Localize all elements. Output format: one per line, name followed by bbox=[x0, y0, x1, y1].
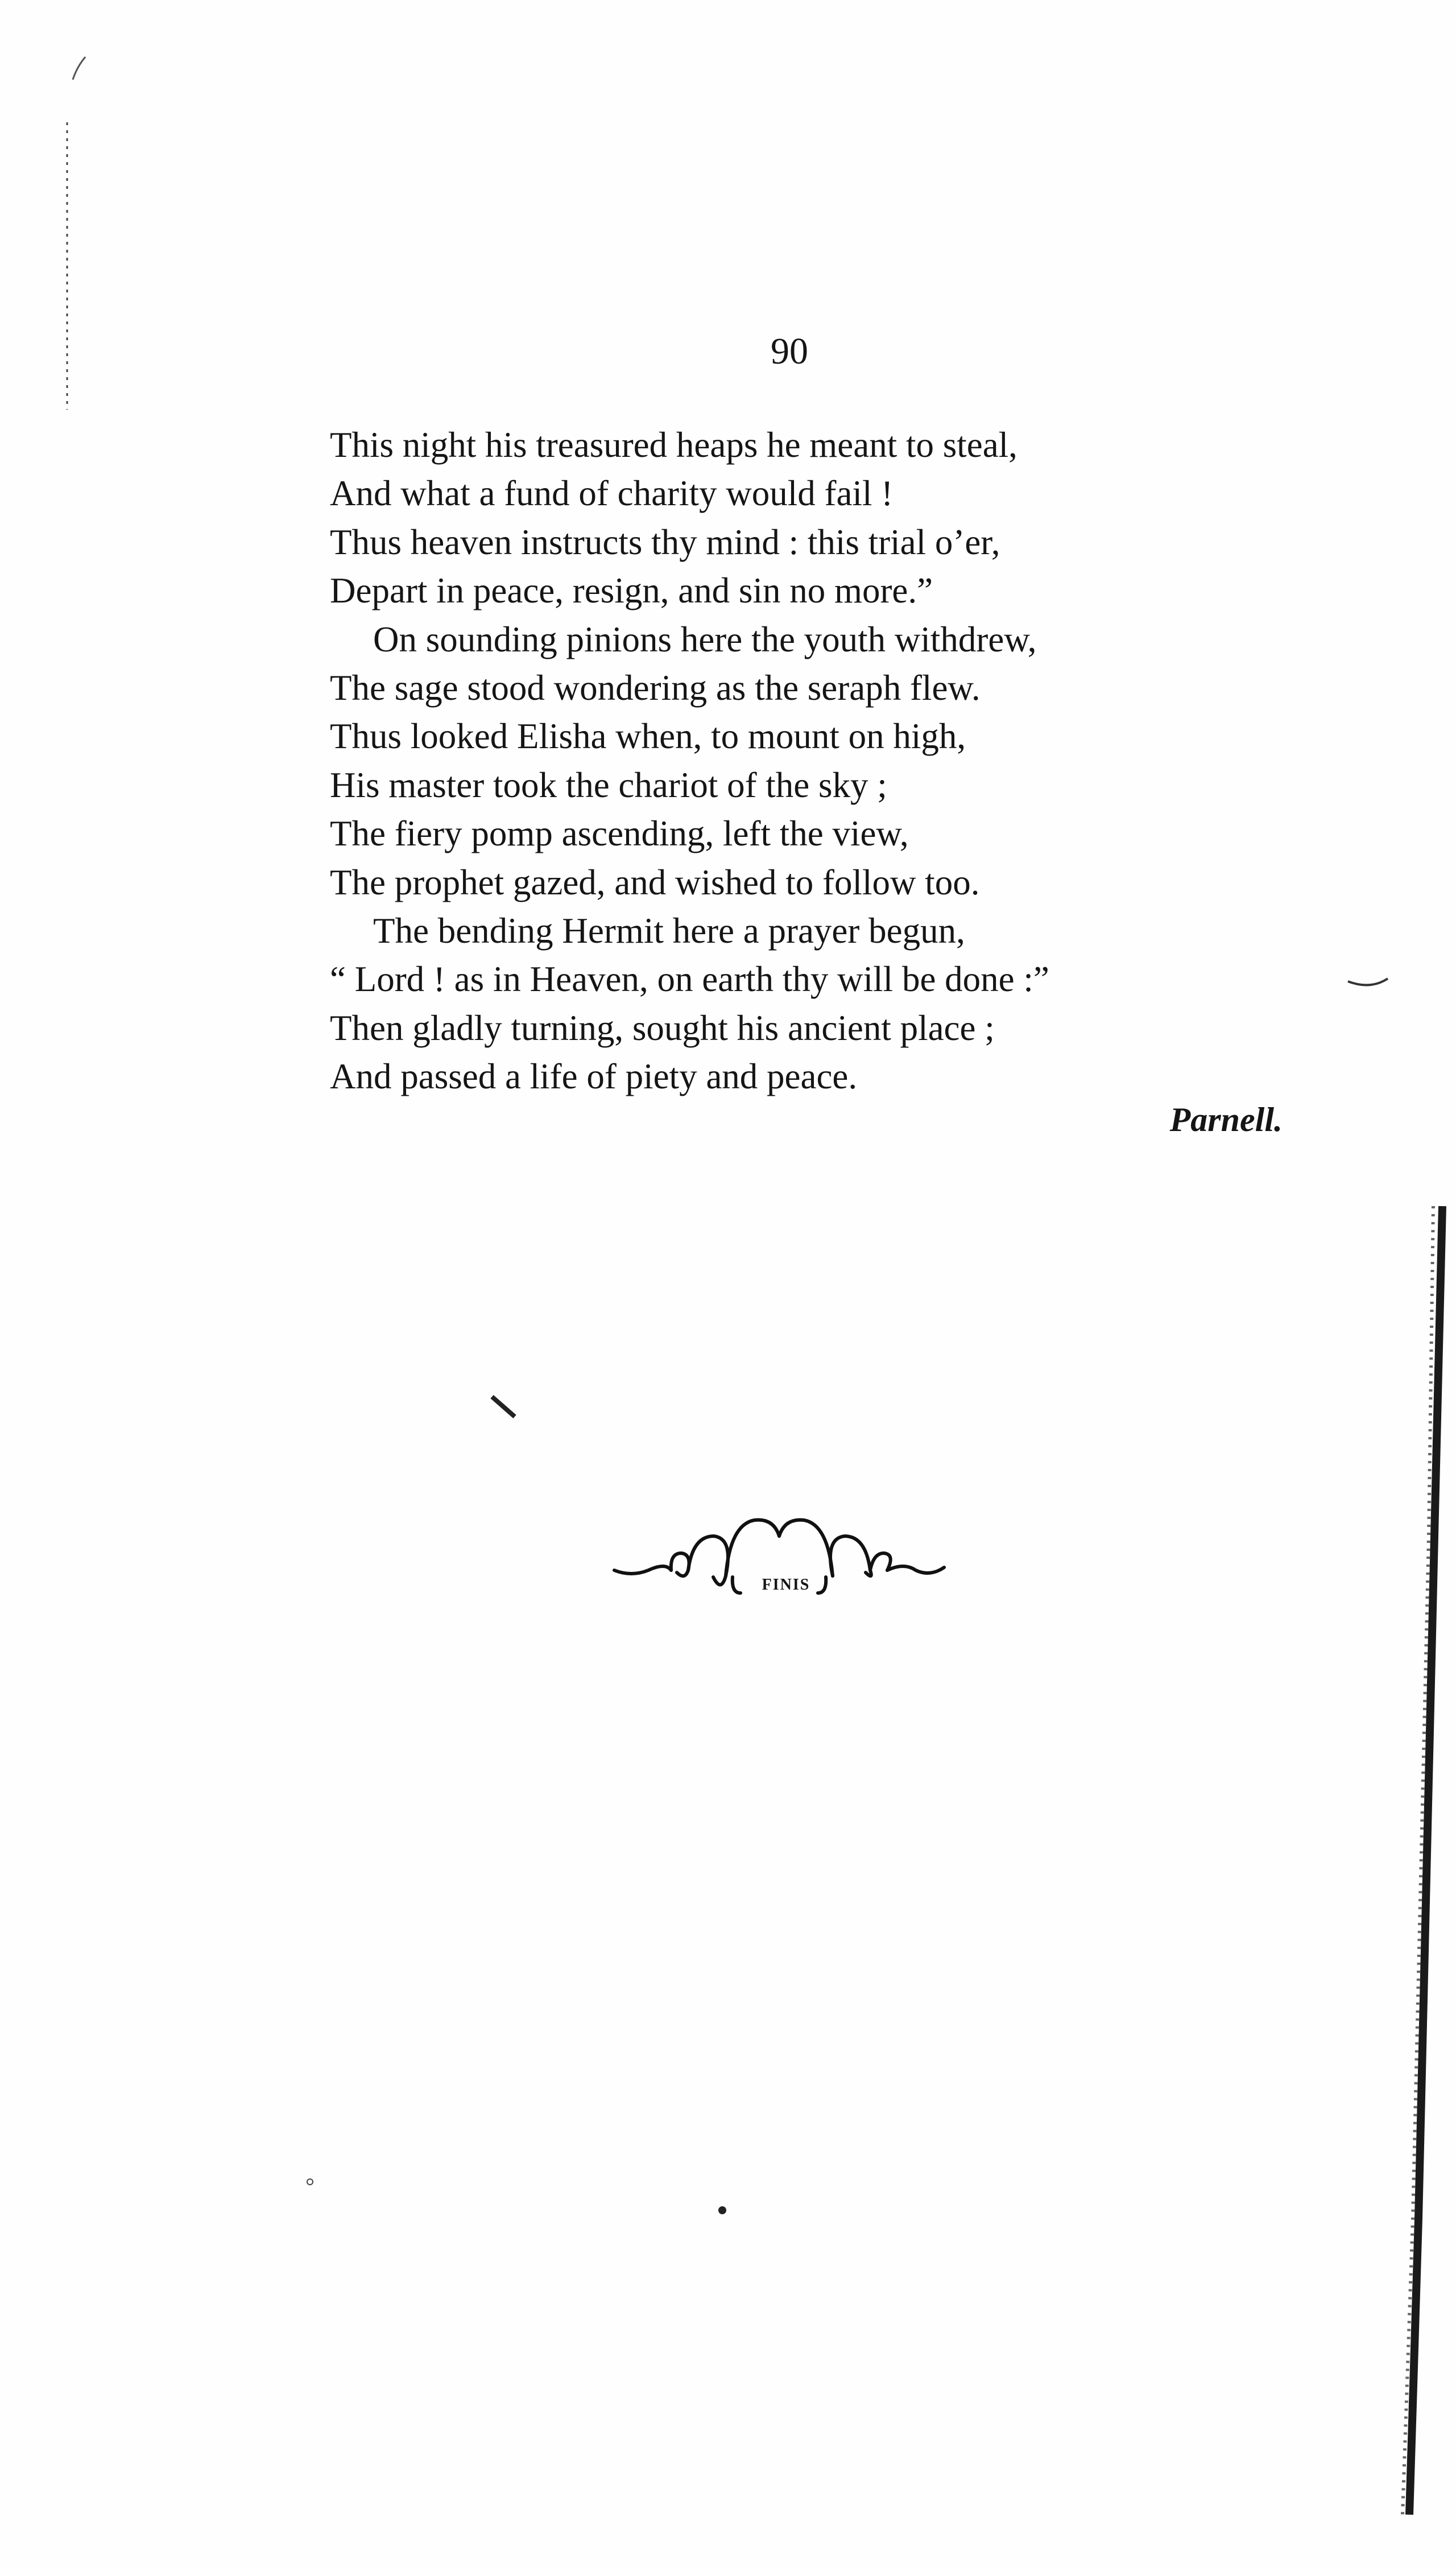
poem-line: The bending Hermit here a prayer begun, bbox=[373, 910, 965, 951]
poem-line: The prophet gazed, and wished to follow too. bbox=[330, 862, 980, 902]
poem-line: “ Lord ! as in Heaven, on earth thy will be done :” bbox=[330, 959, 1049, 1000]
poem-line: Then gladly turning, sought his ancient place ; bbox=[330, 1008, 995, 1048]
finis-ornament bbox=[609, 1513, 950, 1610]
poem-line: On sounding pinions here the youth withdrew, bbox=[373, 619, 1037, 659]
poem-line: Depart in peace, resign, and sin no more.” bbox=[330, 571, 933, 611]
poem-line: Thus heaven instructs thy mind : this trial o’er, bbox=[330, 522, 1000, 562]
poem-text bbox=[330, 421, 1308, 1101]
poem-line: This night his treasured heaps he meant to steal, bbox=[330, 425, 1017, 465]
poem-line: And passed a life of piety and peace. bbox=[330, 1056, 858, 1097]
poem-line: Thus looked Elisha when, to mount on high, bbox=[330, 716, 966, 757]
poem-line: The sage stood wondering as the seraph flew. bbox=[330, 667, 981, 708]
poem-line: And what a fund of charity would fail ! bbox=[330, 473, 894, 514]
page-number: 90 bbox=[771, 331, 808, 372]
scroll-flourish-icon bbox=[609, 1513, 950, 1610]
finis-label: FINIS bbox=[762, 1576, 810, 1594]
poem-attribution: Parnell. bbox=[1169, 1101, 1283, 1138]
poem-line: His master took the chariot of the sky ; bbox=[330, 765, 887, 805]
poem-line: The fiery pomp ascending, left the view, bbox=[330, 814, 909, 854]
